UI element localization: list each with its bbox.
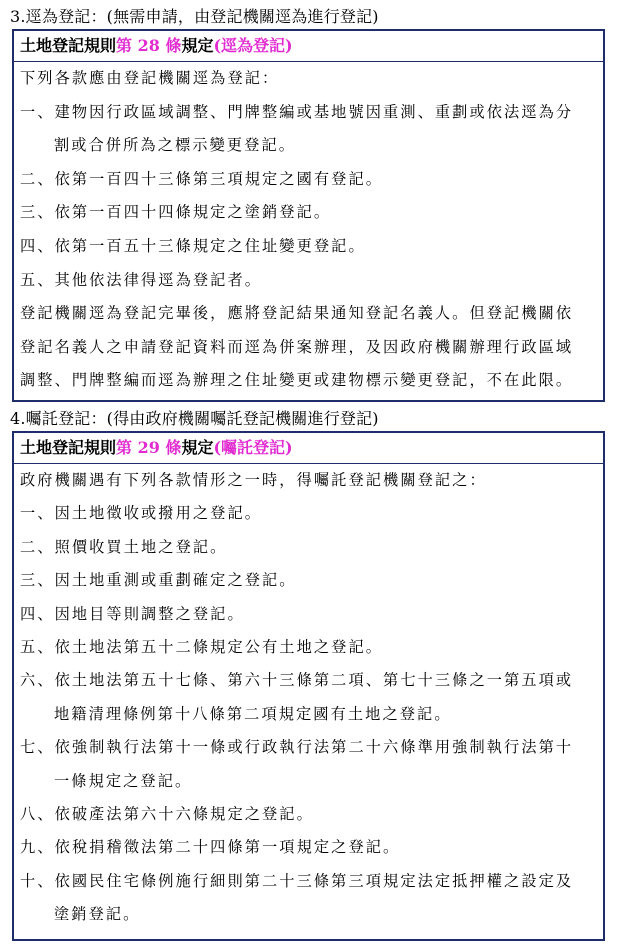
- article-29-line: 塗銷登記。: [54, 905, 141, 924]
- article-29-line: 四、因地目等則調整之登記。: [20, 604, 245, 623]
- article-29-title-law: 土地登記規則: [20, 438, 117, 457]
- article-28-line: 割或合併所為之標示變更登記。: [54, 136, 297, 155]
- article-28-line: 登記機關逕為登記完畢後，應將登記結果通知登記名義人。但登記機關依: [20, 304, 574, 323]
- article-28-body: [14, 62, 603, 398]
- article-28-title-law: 土地登記規則: [20, 36, 117, 55]
- article-28-line: 三、依第一百四十四條規定之塗銷登記。: [20, 203, 332, 222]
- article-28-title-rule: 規定: [181, 36, 214, 55]
- article-29-line: 七、依強制執行法第十一條或行政執行法第二十六條準用強制執行法第十: [20, 738, 574, 757]
- article-28-title-number: 第 28 條: [116, 36, 182, 55]
- article-29-title-rule: 規定: [181, 438, 214, 457]
- article-28-line: 二、依第一百四十三條第三項規定之國有登記。: [20, 169, 384, 188]
- article-28-box: [12, 29, 605, 402]
- article-29-box: [12, 431, 605, 941]
- article-29-line: 一、因土地徵收或撥用之登記。: [20, 504, 263, 523]
- section-4-heading: 4.囑託登記：(得由政府機關囑託登記機關進行登記): [10, 409, 379, 428]
- article-29-title: [14, 433, 603, 464]
- article-29-title-topic: (囑託登記): [213, 438, 293, 457]
- article-29-line: 九、依稅捐稽徵法第二十四條第一項規定之登記。: [20, 838, 401, 857]
- section-3-heading: 3.逕為登記：(無需申請，由登記機關逕為進行登記): [10, 7, 379, 26]
- article-29-body: [14, 464, 603, 931]
- article-29-line: 政府機關遇有下列各款情形之一時，得囑託登記機關登記之：: [20, 471, 487, 489]
- article-29-title-number: 第 29 條: [116, 438, 182, 457]
- article-28-line: 四、依第一百五十三條規定之住址變更登記。: [20, 236, 366, 255]
- article-29-line: 五、依土地法第五十二條規定公有土地之登記。: [20, 637, 384, 656]
- article-29-line: 六、依土地法第五十七條、第六十三條第二項、第七十三條之一第五項或: [20, 671, 574, 690]
- article-29-line: 二、照價收買土地之登記。: [20, 537, 228, 556]
- article-28-title: [14, 31, 603, 62]
- article-29-line: 十、依國民住宅條例施行細則第二十三條第三項規定法定抵押權之設定及: [20, 871, 574, 890]
- article-29-line: 一條規定之登記。: [54, 771, 193, 790]
- article-28-line: 五、其他依法律得逕為登記者。: [20, 270, 263, 289]
- article-29-line: 三、因土地重測或重劃確定之登記。: [20, 571, 297, 590]
- article-28-line: 一、建物因行政區域調整、門牌整編或基地號因重測、重劃或依法逕為分: [20, 102, 574, 121]
- article-29-line: 地籍清理條例第十八條第二項規定國有土地之登記。: [54, 704, 452, 723]
- article-28-line: 登記名義人之申請登記資料而逕為併案辦理，及因政府機關辦理行政區域: [20, 337, 574, 356]
- article-28-line: 下列各款應由登記機關逕為登記：: [20, 69, 280, 87]
- article-28-line: 調整、門牌整編而逕為辦理之住址變更或建物標示變更登記，不在此限。: [20, 371, 574, 390]
- article-28-title-topic: (逕為登記): [213, 36, 293, 55]
- article-29-line: 八、依破產法第六十六條規定之登記。: [20, 804, 314, 823]
